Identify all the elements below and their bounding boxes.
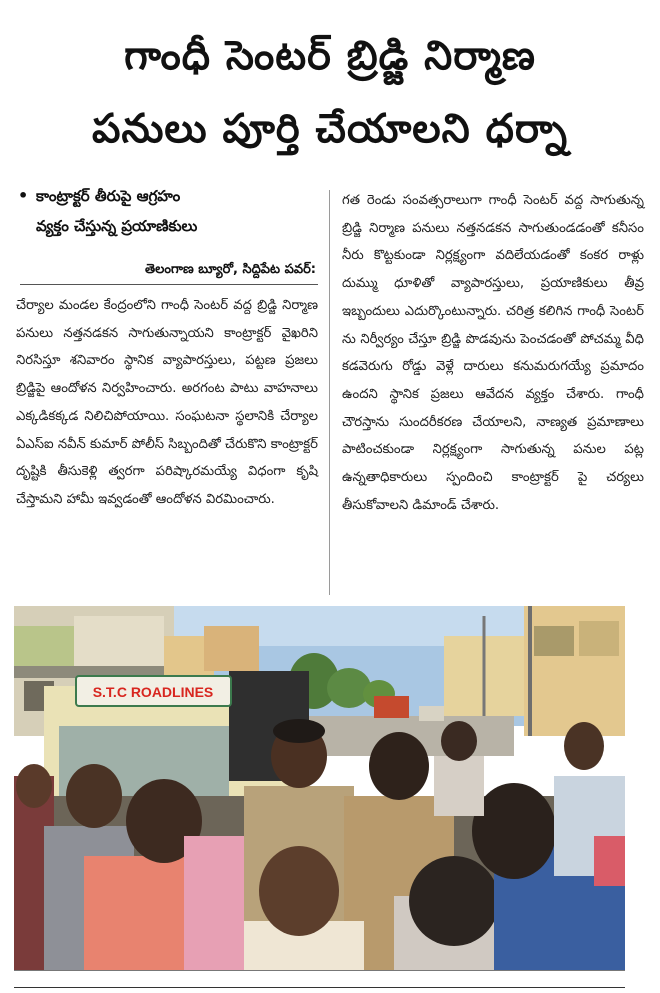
subheadline-line-2: వ్యక్తం చేస్తున్న ప్రయాణికులు [36,217,198,235]
subheadline [18,181,318,241]
news-photo [14,606,625,971]
article-right-column: గత రెండు సంవత్సరాలుగా గాంధీ సెంటర్ వద్ద సాగుతున్న బ్రిడ్జి నిర్మాణ పనులు నత్తనడకన సాగుతుండడంతో కనీసం నీరు కొట్టకుండా నిర్లక్ష్యంగా వదిలేయడంతో కంకర రాళ్లు దుమ్ము ధూళితో వ్యాపారస్తులు, ప్రయాణికులు తీవ్ర ఇబ్బందులు ఎదుర్కొంటున్నారు. చరిత్ర కలిగిన గాంధీ సెంటర్ ను నిర్వీర్యం చేస్తూ బ్రిడ్జి పొడవును పెంచడంతో పోచమ్మ వీధి కడవెరుగు రోడ్డు వెళ్లే దారులు కనుమరుగయ్యే ప్రమాదం ఉందని స్థానిక ప్రజలు ఆవేదన వ్యక్తం చేశారు. గాంధీ చౌరస్తాను సుందరీకరణ చేయాలని, నాణ్యత ప్రమాణాలు పాటించకుండా నిర్లక్ష్యంగా సాగుతున్న పనుల పట్ల ఉన్నతాధికారులు స్పందించి కాంట్రాక్టర్ పై చర్యలు తీసుకోవాలని డిమాండ్ చేశారు. [342,193,644,513]
bottom-rule [14,987,625,988]
dateline: తెలంగాణ బ్యూరో, సిద్దిపేట పవర్: [145,262,316,277]
subheadline-line-1: కాంట్రాక్టర్ తీరుపై ఆగ్రహం [36,187,181,205]
bullet-icon: • [18,186,29,205]
headline-line-2: పనులు పూర్తి చేయాలని ధర్నా [92,106,568,152]
headline-line-1: గాంధీ సెంటర్ బ్రిడ్జి నిర్మాణ [124,33,536,79]
column-divider [329,190,330,595]
dateline-rule [20,284,318,285]
truck-sign-text: S.T.C ROADLINES [92,684,214,700]
article-left-column: చేర్యాల మండల కేంద్రంలోని గాంధీ సెంటర్ వద్ద బ్రిడ్జి నిర్మాణ పనులు నత్తనడకన సాగుతున్నాయని కాంట్రాక్టర్ వైఖరిని నిరసిస్తూ శనివారం స్థానిక వ్యాపారస్తులు, పట్టణ ప్రజలు బ్రిడ్జిపై ఆందోళన నిర్వహించారు. అరగంట పాటు వాహనాలు ఎక్కడికక్కడ నిలిచిపోయాయి. సంఘటనా స్థలానికి చేర్యాల ఏఎస్ఐ నవీన్ కుమార్ పోలీస్ సిబ్బందితో చేరుకొని కాంట్రాక్టర్ దృష్టికి తీసుకెళ్లి త్వరగా పరిష్కారమయ్యే విధంగా కృషి చేస్తామని హామీ ఇవ్వడంతో ఆందోళన విరమించారు. [16,298,318,507]
